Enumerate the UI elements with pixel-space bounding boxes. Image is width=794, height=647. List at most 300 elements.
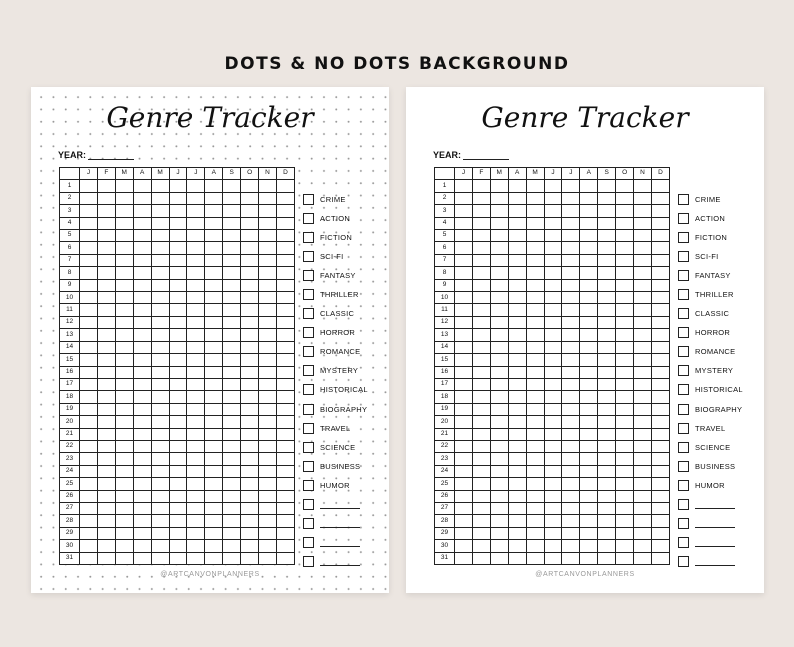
tracker-cell[interactable]	[598, 490, 616, 502]
genre-checkbox[interactable]	[678, 404, 689, 415]
tracker-cell[interactable]	[97, 515, 115, 527]
tracker-cell[interactable]	[241, 391, 259, 403]
tracker-cell[interactable]	[133, 242, 151, 254]
tracker-cell[interactable]	[259, 242, 277, 254]
tracker-cell[interactable]	[634, 490, 652, 502]
tracker-cell[interactable]	[651, 478, 669, 490]
tracker-cell[interactable]	[259, 304, 277, 316]
tracker-cell[interactable]	[97, 416, 115, 428]
tracker-cell[interactable]	[80, 527, 98, 539]
tracker-cell[interactable]	[544, 490, 562, 502]
tracker-cell[interactable]	[580, 242, 598, 254]
tracker-cell[interactable]	[472, 230, 490, 242]
tracker-cell[interactable]	[133, 502, 151, 514]
tracker-cell[interactable]	[562, 378, 580, 390]
genre-checkbox[interactable]	[678, 537, 689, 548]
tracker-cell[interactable]	[205, 552, 223, 564]
tracker-cell[interactable]	[223, 341, 241, 353]
tracker-cell[interactable]	[187, 205, 205, 217]
tracker-cell[interactable]	[223, 242, 241, 254]
tracker-cell[interactable]	[508, 453, 526, 465]
tracker-cell[interactable]	[97, 366, 115, 378]
tracker-cell[interactable]	[526, 316, 544, 328]
tracker-cell[interactable]	[259, 453, 277, 465]
tracker-cell[interactable]	[187, 180, 205, 192]
tracker-cell[interactable]	[634, 416, 652, 428]
tracker-cell[interactable]	[133, 304, 151, 316]
tracker-cell[interactable]	[223, 304, 241, 316]
tracker-cell[interactable]	[580, 502, 598, 514]
tracker-cell[interactable]	[580, 292, 598, 304]
tracker-cell[interactable]	[455, 515, 473, 527]
tracker-cell[interactable]	[526, 254, 544, 266]
tracker-cell[interactable]	[80, 304, 98, 316]
tracker-cell[interactable]	[97, 354, 115, 366]
tracker-cell[interactable]	[97, 205, 115, 217]
tracker-cell[interactable]	[205, 316, 223, 328]
tracker-cell[interactable]	[151, 341, 169, 353]
tracker-cell[interactable]	[616, 515, 634, 527]
genre-blank-line[interactable]	[695, 519, 735, 528]
tracker-cell[interactable]	[562, 403, 580, 415]
tracker-cell[interactable]	[169, 428, 187, 440]
tracker-cell[interactable]	[223, 292, 241, 304]
tracker-cell[interactable]	[80, 230, 98, 242]
tracker-cell[interactable]	[97, 217, 115, 229]
tracker-cell[interactable]	[490, 304, 508, 316]
tracker-cell[interactable]	[169, 403, 187, 415]
tracker-cell[interactable]	[169, 254, 187, 266]
tracker-cell[interactable]	[580, 416, 598, 428]
tracker-cell[interactable]	[616, 279, 634, 291]
tracker-cell[interactable]	[115, 540, 133, 552]
tracker-cell[interactable]	[526, 490, 544, 502]
tracker-cell[interactable]	[97, 540, 115, 552]
tracker-cell[interactable]	[259, 267, 277, 279]
tracker-cell[interactable]	[490, 540, 508, 552]
tracker-cell[interactable]	[115, 440, 133, 452]
tracker-cell[interactable]	[133, 403, 151, 415]
tracker-cell[interactable]	[598, 465, 616, 477]
tracker-cell[interactable]	[562, 292, 580, 304]
tracker-cell[interactable]	[580, 329, 598, 341]
tracker-cell[interactable]	[490, 453, 508, 465]
tracker-cell[interactable]	[133, 527, 151, 539]
tracker-cell[interactable]	[80, 428, 98, 440]
tracker-cell[interactable]	[169, 490, 187, 502]
tracker-cell[interactable]	[97, 242, 115, 254]
tracker-cell[interactable]	[562, 267, 580, 279]
tracker-cell[interactable]	[115, 304, 133, 316]
tracker-cell[interactable]	[634, 540, 652, 552]
tracker-cell[interactable]	[490, 242, 508, 254]
tracker-cell[interactable]	[276, 478, 294, 490]
tracker-cell[interactable]	[490, 316, 508, 328]
tracker-cell[interactable]	[115, 254, 133, 266]
tracker-cell[interactable]	[80, 180, 98, 192]
tracker-cell[interactable]	[544, 341, 562, 353]
tracker-cell[interactable]	[472, 180, 490, 192]
tracker-cell[interactable]	[508, 180, 526, 192]
tracker-cell[interactable]	[508, 341, 526, 353]
tracker-cell[interactable]	[508, 316, 526, 328]
tracker-cell[interactable]	[151, 329, 169, 341]
tracker-cell[interactable]	[115, 515, 133, 527]
tracker-cell[interactable]	[544, 378, 562, 390]
tracker-cell[interactable]	[97, 292, 115, 304]
genre-checkbox[interactable]	[303, 442, 314, 453]
tracker-cell[interactable]	[490, 354, 508, 366]
tracker-cell[interactable]	[472, 254, 490, 266]
tracker-cell[interactable]	[634, 205, 652, 217]
tracker-cell[interactable]	[80, 378, 98, 390]
tracker-cell[interactable]	[80, 440, 98, 452]
tracker-cell[interactable]	[276, 254, 294, 266]
tracker-cell[interactable]	[223, 440, 241, 452]
tracker-cell[interactable]	[223, 527, 241, 539]
tracker-cell[interactable]	[80, 254, 98, 266]
tracker-cell[interactable]	[151, 478, 169, 490]
tracker-cell[interactable]	[490, 490, 508, 502]
genre-checkbox[interactable]	[678, 194, 689, 205]
tracker-cell[interactable]	[598, 354, 616, 366]
tracker-cell[interactable]	[97, 279, 115, 291]
tracker-cell[interactable]	[544, 180, 562, 192]
tracker-cell[interactable]	[151, 267, 169, 279]
tracker-cell[interactable]	[205, 391, 223, 403]
tracker-cell[interactable]	[508, 279, 526, 291]
tracker-cell[interactable]	[651, 217, 669, 229]
genre-checkbox[interactable]	[678, 289, 689, 300]
genre-checkbox[interactable]	[678, 213, 689, 224]
tracker-cell[interactable]	[133, 428, 151, 440]
tracker-cell[interactable]	[526, 267, 544, 279]
tracker-cell[interactable]	[455, 465, 473, 477]
tracker-cell[interactable]	[616, 416, 634, 428]
tracker-cell[interactable]	[526, 366, 544, 378]
tracker-cell[interactable]	[259, 254, 277, 266]
tracker-cell[interactable]	[241, 341, 259, 353]
tracker-cell[interactable]	[223, 416, 241, 428]
tracker-cell[interactable]	[151, 292, 169, 304]
tracker-cell[interactable]	[259, 279, 277, 291]
tracker-cell[interactable]	[187, 192, 205, 204]
tracker-cell[interactable]	[276, 378, 294, 390]
tracker-cell[interactable]	[508, 515, 526, 527]
tracker-cell[interactable]	[259, 205, 277, 217]
tracker-cell[interactable]	[651, 316, 669, 328]
tracker-cell[interactable]	[187, 254, 205, 266]
tracker-cell[interactable]	[598, 267, 616, 279]
tracker-cell[interactable]	[223, 316, 241, 328]
tracker-cell[interactable]	[616, 378, 634, 390]
tracker-cell[interactable]	[651, 515, 669, 527]
tracker-cell[interactable]	[598, 527, 616, 539]
genre-blank-line[interactable]	[320, 500, 360, 509]
tracker-cell[interactable]	[259, 490, 277, 502]
tracker-cell[interactable]	[115, 552, 133, 564]
tracker-cell[interactable]	[562, 217, 580, 229]
tracker-cell[interactable]	[205, 279, 223, 291]
tracker-cell[interactable]	[169, 527, 187, 539]
tracker-cell[interactable]	[97, 428, 115, 440]
tracker-cell[interactable]	[580, 230, 598, 242]
tracker-cell[interactable]	[151, 552, 169, 564]
tracker-cell[interactable]	[580, 267, 598, 279]
tracker-cell[interactable]	[616, 329, 634, 341]
tracker-cell[interactable]	[598, 217, 616, 229]
tracker-cell[interactable]	[169, 378, 187, 390]
tracker-cell[interactable]	[562, 502, 580, 514]
tracker-cell[interactable]	[562, 366, 580, 378]
tracker-cell[interactable]	[115, 316, 133, 328]
genre-checkbox[interactable]	[678, 518, 689, 529]
tracker-cell[interactable]	[187, 354, 205, 366]
tracker-cell[interactable]	[151, 366, 169, 378]
tracker-cell[interactable]	[115, 453, 133, 465]
tracker-cell[interactable]	[223, 366, 241, 378]
tracker-cell[interactable]	[97, 230, 115, 242]
tracker-cell[interactable]	[133, 279, 151, 291]
tracker-cell[interactable]	[80, 552, 98, 564]
tracker-cell[interactable]	[133, 180, 151, 192]
tracker-cell[interactable]	[490, 465, 508, 477]
tracker-cell[interactable]	[598, 205, 616, 217]
tracker-cell[interactable]	[562, 453, 580, 465]
tracker-cell[interactable]	[205, 540, 223, 552]
genre-checkbox[interactable]	[303, 461, 314, 472]
tracker-cell[interactable]	[133, 292, 151, 304]
tracker-cell[interactable]	[276, 192, 294, 204]
tracker-cell[interactable]	[276, 205, 294, 217]
tracker-cell[interactable]	[151, 217, 169, 229]
tracker-cell[interactable]	[205, 242, 223, 254]
tracker-cell[interactable]	[526, 552, 544, 564]
tracker-cell[interactable]	[223, 279, 241, 291]
tracker-cell[interactable]	[526, 403, 544, 415]
tracker-cell[interactable]	[276, 403, 294, 415]
tracker-cell[interactable]	[133, 366, 151, 378]
tracker-cell[interactable]	[151, 428, 169, 440]
genre-checkbox[interactable]	[678, 499, 689, 510]
tracker-cell[interactable]	[472, 279, 490, 291]
tracker-cell[interactable]	[80, 192, 98, 204]
tracker-cell[interactable]	[169, 552, 187, 564]
tracker-cell[interactable]	[455, 242, 473, 254]
tracker-cell[interactable]	[526, 465, 544, 477]
tracker-cell[interactable]	[651, 428, 669, 440]
tracker-cell[interactable]	[526, 540, 544, 552]
tracker-cell[interactable]	[472, 502, 490, 514]
tracker-cell[interactable]	[651, 279, 669, 291]
tracker-cell[interactable]	[115, 242, 133, 254]
tracker-cell[interactable]	[490, 205, 508, 217]
tracker-cell[interactable]	[616, 490, 634, 502]
tracker-cell[interactable]	[490, 502, 508, 514]
tracker-cell[interactable]	[276, 180, 294, 192]
tracker-cell[interactable]	[490, 416, 508, 428]
genre-checkbox[interactable]	[678, 270, 689, 281]
tracker-cell[interactable]	[544, 192, 562, 204]
tracker-cell[interactable]	[80, 478, 98, 490]
tracker-cell[interactable]	[169, 316, 187, 328]
tracker-cell[interactable]	[544, 217, 562, 229]
tracker-cell[interactable]	[562, 440, 580, 452]
tracker-cell[interactable]	[151, 490, 169, 502]
tracker-cell[interactable]	[580, 403, 598, 415]
tracker-cell[interactable]	[80, 490, 98, 502]
tracker-cell[interactable]	[598, 180, 616, 192]
tracker-cell[interactable]	[508, 416, 526, 428]
tracker-cell[interactable]	[562, 279, 580, 291]
genre-checkbox[interactable]	[678, 346, 689, 357]
tracker-cell[interactable]	[455, 192, 473, 204]
tracker-cell[interactable]	[169, 279, 187, 291]
tracker-cell[interactable]	[562, 540, 580, 552]
tracker-cell[interactable]	[97, 254, 115, 266]
tracker-cell[interactable]	[115, 341, 133, 353]
tracker-cell[interactable]	[80, 453, 98, 465]
tracker-cell[interactable]	[544, 292, 562, 304]
tracker-cell[interactable]	[616, 267, 634, 279]
tracker-cell[interactable]	[472, 527, 490, 539]
tracker-cell[interactable]	[223, 552, 241, 564]
tracker-cell[interactable]	[276, 329, 294, 341]
tracker-cell[interactable]	[544, 205, 562, 217]
tracker-cell[interactable]	[544, 242, 562, 254]
tracker-cell[interactable]	[490, 403, 508, 415]
tracker-cell[interactable]	[651, 329, 669, 341]
tracker-cell[interactable]	[80, 292, 98, 304]
tracker-cell[interactable]	[634, 403, 652, 415]
tracker-cell[interactable]	[634, 453, 652, 465]
tracker-cell[interactable]	[598, 192, 616, 204]
tracker-cell[interactable]	[562, 304, 580, 316]
tracker-cell[interactable]	[598, 329, 616, 341]
tracker-cell[interactable]	[151, 540, 169, 552]
tracker-cell[interactable]	[580, 440, 598, 452]
tracker-cell[interactable]	[80, 341, 98, 353]
tracker-cell[interactable]	[472, 292, 490, 304]
tracker-cell[interactable]	[616, 230, 634, 242]
tracker-cell[interactable]	[580, 304, 598, 316]
genre-checkbox[interactable]	[303, 232, 314, 243]
tracker-cell[interactable]	[544, 230, 562, 242]
tracker-cell[interactable]	[616, 292, 634, 304]
tracker-cell[interactable]	[472, 316, 490, 328]
tracker-cell[interactable]	[169, 515, 187, 527]
tracker-cell[interactable]	[80, 502, 98, 514]
tracker-cell[interactable]	[651, 192, 669, 204]
tracker-cell[interactable]	[455, 540, 473, 552]
tracker-cell[interactable]	[115, 366, 133, 378]
tracker-cell[interactable]	[651, 403, 669, 415]
tracker-cell[interactable]	[259, 378, 277, 390]
tracker-cell[interactable]	[133, 440, 151, 452]
genre-checkbox[interactable]	[303, 518, 314, 529]
tracker-cell[interactable]	[508, 527, 526, 539]
tracker-cell[interactable]	[634, 242, 652, 254]
tracker-cell[interactable]	[97, 391, 115, 403]
tracker-cell[interactable]	[276, 267, 294, 279]
tracker-cell[interactable]	[241, 242, 259, 254]
tracker-cell[interactable]	[133, 490, 151, 502]
tracker-cell[interactable]	[259, 540, 277, 552]
tracker-cell[interactable]	[616, 391, 634, 403]
tracker-cell[interactable]	[115, 292, 133, 304]
tracker-cell[interactable]	[634, 254, 652, 266]
tracker-cell[interactable]	[205, 490, 223, 502]
tracker-cell[interactable]	[598, 502, 616, 514]
genre-checkbox[interactable]	[303, 194, 314, 205]
tracker-cell[interactable]	[544, 440, 562, 452]
tracker-cell[interactable]	[472, 453, 490, 465]
tracker-cell[interactable]	[169, 267, 187, 279]
tracker-cell[interactable]	[276, 316, 294, 328]
tracker-cell[interactable]	[562, 354, 580, 366]
tracker-cell[interactable]	[276, 540, 294, 552]
tracker-cell[interactable]	[562, 490, 580, 502]
tracker-cell[interactable]	[187, 490, 205, 502]
tracker-cell[interactable]	[580, 192, 598, 204]
tracker-cell[interactable]	[133, 465, 151, 477]
tracker-cell[interactable]	[616, 254, 634, 266]
tracker-cell[interactable]	[508, 440, 526, 452]
tracker-cell[interactable]	[133, 416, 151, 428]
genre-checkbox[interactable]	[678, 423, 689, 434]
tracker-cell[interactable]	[580, 205, 598, 217]
tracker-cell[interactable]	[151, 515, 169, 527]
tracker-cell[interactable]	[455, 490, 473, 502]
tracker-cell[interactable]	[562, 465, 580, 477]
tracker-cell[interactable]	[205, 304, 223, 316]
tracker-cell[interactable]	[508, 366, 526, 378]
tracker-cell[interactable]	[276, 465, 294, 477]
tracker-cell[interactable]	[115, 527, 133, 539]
tracker-cell[interactable]	[169, 217, 187, 229]
tracker-cell[interactable]	[544, 316, 562, 328]
tracker-cell[interactable]	[97, 552, 115, 564]
tracker-cell[interactable]	[187, 230, 205, 242]
tracker-cell[interactable]	[97, 378, 115, 390]
tracker-cell[interactable]	[651, 465, 669, 477]
tracker-cell[interactable]	[472, 416, 490, 428]
tracker-cell[interactable]	[223, 490, 241, 502]
tracker-cell[interactable]	[115, 267, 133, 279]
tracker-cell[interactable]	[598, 341, 616, 353]
tracker-cell[interactable]	[115, 378, 133, 390]
tracker-cell[interactable]	[241, 292, 259, 304]
tracker-cell[interactable]	[241, 304, 259, 316]
tracker-cell[interactable]	[133, 254, 151, 266]
tracker-cell[interactable]	[205, 341, 223, 353]
tracker-cell[interactable]	[472, 267, 490, 279]
tracker-cell[interactable]	[651, 254, 669, 266]
tracker-cell[interactable]	[616, 304, 634, 316]
tracker-cell[interactable]	[580, 279, 598, 291]
tracker-cell[interactable]	[544, 416, 562, 428]
genre-blank-line[interactable]	[695, 538, 735, 547]
tracker-cell[interactable]	[97, 304, 115, 316]
genre-blank-line[interactable]	[320, 557, 360, 566]
tracker-cell[interactable]	[187, 304, 205, 316]
tracker-cell[interactable]	[616, 403, 634, 415]
tracker-cell[interactable]	[205, 527, 223, 539]
tracker-cell[interactable]	[508, 391, 526, 403]
tracker-cell[interactable]	[616, 366, 634, 378]
tracker-cell[interactable]	[276, 440, 294, 452]
tracker-cell[interactable]	[169, 180, 187, 192]
